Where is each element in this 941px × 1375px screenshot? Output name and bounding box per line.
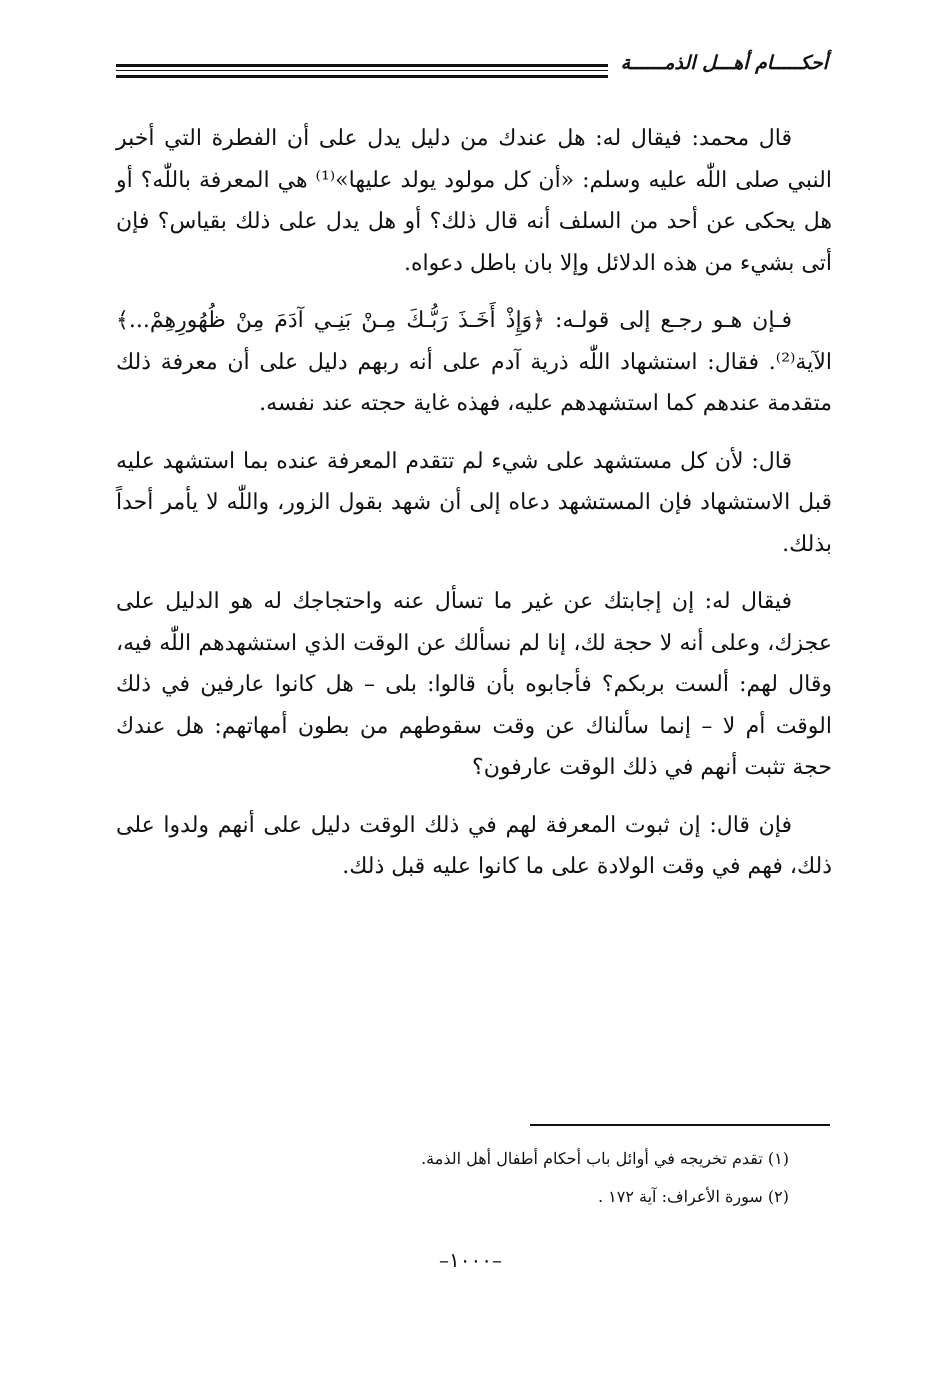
page-number: –١٠٠٠– [439, 1248, 502, 1272]
body-text [116, 118, 832, 904]
header-title: أحكـــــام أهـــل الذمــــــة [620, 52, 828, 74]
running-header [116, 50, 828, 90]
paragraph-1: قال محمد: فيقال له: هل عندك من دليل يدل على أن الفطرة التي أخبر النبي صلى اللّٰه عليه وسلم: «أن كل مولود يولد عليها»⁽¹⁾ هي المعرفة باللّٰه؟ أو هل يحكى عن أحد من السلف أنه قال ذلك؟ أو هل يدل على ذلك بقياس؟ فإن أتى بشيء من هذه الدلائل وإلا بان باطل دعواه. [116, 126, 832, 276]
header-rule [116, 64, 608, 78]
footnote-2: (٢) سورة الأعراف: آية ١٧٢ . [597, 1187, 789, 1206]
paragraph-2: فـإن هـو رجـع إلى قولـه: ﴿وَإِذْ أَخَـذَ رَبُّـكَ مِـنْ بَنِـي آدَمَ مِنْ ظُهُورِهِمْ...﴾ الآية⁽²⁾. فقال: استشهاد اللّٰه ذرية آدم على أنه ربهم دليل على أن معرفة ذلك متقدمة عندهم كما استشهدهم عليه، فهذه غاية حجته عند نفسه. [116, 308, 832, 416]
footnote-1: (١) تقدم تخريجه في أوائل باب أحكام أطفال أهل الذمة. [421, 1149, 789, 1168]
paragraph-3: قال: لأن كل مستشهد على شيء لم تتقدم المعرفة عنده بما استشهد عليه قبل الاستشهاد فإن المستشهد دعاه إلى أن شهد بقول الزور، واللّٰه لا يأمر أحداً بذلك. [116, 448, 832, 557]
footnotes [116, 1140, 789, 1216]
footnote-separator [530, 1124, 830, 1126]
paragraph-4: فيقال له: إن إجابتك عن غير ما تسأل عنه واحتجاجك له هو الدليل على عجزك، وعلى أنه لا حجة لك، إنا لم نسألك عن الوقت الذي استشهدهم اللّٰه فيه، وقال لهم: ألست بربكم؟ فأجابوه بأن قالوا: بلى – هل كانوا عارفين في ذلك الوقت أم لا – إنما سألناك عن وقت سقوطهم من بطون أمهاتهم: هل عندك حجة تثبت أنهم في ذلك الوقت عارفون؟ [116, 589, 832, 780]
paragraph-5: فإن قال: إن ثبوت المعرفة لهم في ذلك الوقت دليل على أنهم ولدوا على ذلك، فهم في وقت الولادة على ما كانوا عليه قبل ذلك. [116, 812, 832, 879]
